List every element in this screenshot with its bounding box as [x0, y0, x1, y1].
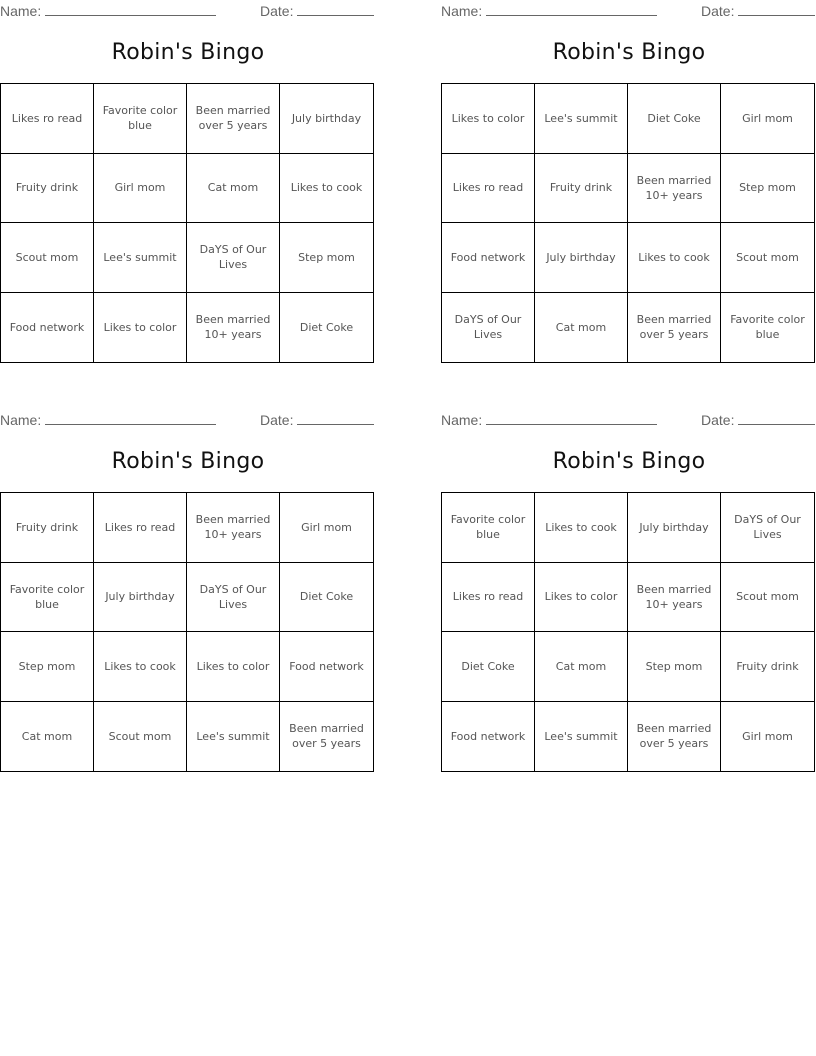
date-field [260, 412, 374, 428]
bingo-cell: Been married 10+ years [187, 493, 280, 563]
bingo-cell: Likes to cook [628, 223, 721, 293]
name-label: Name: [0, 3, 42, 19]
bingo-cell: Diet Coke [628, 84, 721, 154]
bingo-cell: Been married 10+ years [628, 154, 721, 224]
bingo-cell: Likes ro read [1, 84, 94, 154]
bingo-cell: DaYS of Our Lives [442, 293, 535, 363]
bingo-grid [441, 83, 815, 363]
bingo-cell: Step mom [280, 223, 373, 293]
bingo-cell: Cat mom [535, 632, 628, 702]
bingo-cell: July birthday [628, 493, 721, 563]
bingo-cell: Fruity drink [535, 154, 628, 224]
bingo-cell: Likes ro read [442, 563, 535, 633]
bingo-cell: Been married 10+ years [628, 563, 721, 633]
date-label: Date: [260, 412, 294, 428]
name-label: Name: [441, 3, 483, 19]
date-label: Date: [260, 3, 294, 19]
date-field [701, 3, 815, 19]
bingo-cell: Lee's summit [535, 84, 628, 154]
bingo-cell: Lee's summit [187, 702, 280, 772]
bingo-cell: Scout mom [94, 702, 187, 772]
bingo-cell: DaYS of Our Lives [721, 493, 814, 563]
date-field [701, 412, 815, 428]
bingo-cell: Scout mom [721, 223, 814, 293]
bingo-cell: Favorite color blue [1, 563, 94, 633]
date-blank-line[interactable] [297, 412, 374, 425]
bingo-cell: Likes ro read [442, 154, 535, 224]
bingo-cell: Girl mom [280, 493, 373, 563]
bingo-cell: Favorite color blue [730, 313, 805, 342]
name-blank-line[interactable] [45, 412, 216, 425]
bingo-cell: Food network [280, 632, 373, 702]
card-title: Robin's Bingo [111, 449, 265, 474]
bingo-cell: Lee's summit [94, 223, 187, 293]
bingo-cell: Been married over 5 years [289, 722, 364, 751]
bingo-cell: Food network [442, 702, 535, 772]
bingo-cell: Been married over 5 years [187, 84, 280, 154]
date-field [260, 3, 374, 19]
bingo-cell: Likes ro read [94, 493, 187, 563]
bingo-cell: Been married 10+ years [187, 293, 280, 363]
card-title: Robin's Bingo [552, 40, 706, 65]
date-blank-line[interactable] [738, 412, 815, 425]
bingo-cell: July birthday [535, 223, 628, 293]
name-blank-line[interactable] [45, 3, 216, 16]
bingo-cell: Girl mom [721, 84, 814, 154]
bingo-cell: Scout mom [721, 563, 814, 633]
bingo-cell: Likes to cook [94, 632, 187, 702]
bingo-grid [441, 492, 815, 772]
bingo-cell: Likes to cook [280, 154, 373, 224]
bingo-cell: Girl mom [742, 729, 793, 743]
bingo-cell: Been married over 5 years [628, 293, 721, 363]
name-label: Name: [441, 412, 483, 428]
bingo-cell: July birthday [94, 563, 187, 633]
name-field [0, 412, 216, 428]
bingo-cell: Favorite color blue [94, 84, 187, 154]
bingo-cell: Likes to cook [535, 493, 628, 563]
bingo-cell: Girl mom [94, 154, 187, 224]
bingo-cell: Favorite color blue [442, 493, 535, 563]
card-header [441, 0, 816, 20]
card-header [0, 0, 376, 20]
bingo-cell: Food network [442, 223, 535, 293]
card-title: Robin's Bingo [552, 449, 706, 474]
bingo-cell: DaYS of Our Lives [187, 563, 280, 633]
bingo-cell: Fruity drink [1, 154, 94, 224]
bingo-cell: Fruity drink [721, 632, 814, 702]
bingo-cell: Step mom [721, 154, 814, 224]
date-blank-line[interactable] [297, 3, 374, 16]
bingo-cell: Scout mom [1, 223, 94, 293]
name-field [441, 412, 657, 428]
bingo-cell: Been married over 5 years [628, 702, 721, 772]
bingo-grid [0, 492, 374, 772]
bingo-cell: Cat mom [1, 702, 94, 772]
card-header [441, 409, 816, 429]
bingo-cell: Likes to color [442, 84, 535, 154]
bingo-cell: Diet Coke [280, 563, 373, 633]
name-label: Name: [0, 412, 42, 428]
name-field [0, 3, 216, 19]
bingo-cell: Fruity drink [1, 493, 94, 563]
bingo-grid [0, 83, 374, 363]
bingo-cell: Diet Coke [442, 632, 535, 702]
bingo-cell: Food network [1, 293, 94, 363]
card-header [0, 409, 376, 429]
date-label: Date: [701, 3, 735, 19]
bingo-cell: Step mom [1, 632, 94, 702]
bingo-cell: Likes to color [94, 293, 187, 363]
bingo-cell: Lee's summit [535, 702, 628, 772]
bingo-cell: Diet Coke [299, 320, 354, 334]
bingo-cell: Cat mom [187, 154, 280, 224]
name-field [441, 3, 657, 19]
bingo-cell: July birthday [280, 84, 373, 154]
bingo-cell: DaYS of Our Lives [187, 223, 280, 293]
date-label: Date: [701, 412, 735, 428]
name-blank-line[interactable] [486, 412, 657, 425]
bingo-cell: Likes to color [535, 563, 628, 633]
bingo-cell: Step mom [628, 632, 721, 702]
card-title: Robin's Bingo [111, 40, 265, 65]
date-blank-line[interactable] [738, 3, 815, 16]
name-blank-line[interactable] [486, 3, 657, 16]
bingo-cell: Likes to color [187, 632, 280, 702]
bingo-cell: Cat mom [535, 293, 628, 363]
